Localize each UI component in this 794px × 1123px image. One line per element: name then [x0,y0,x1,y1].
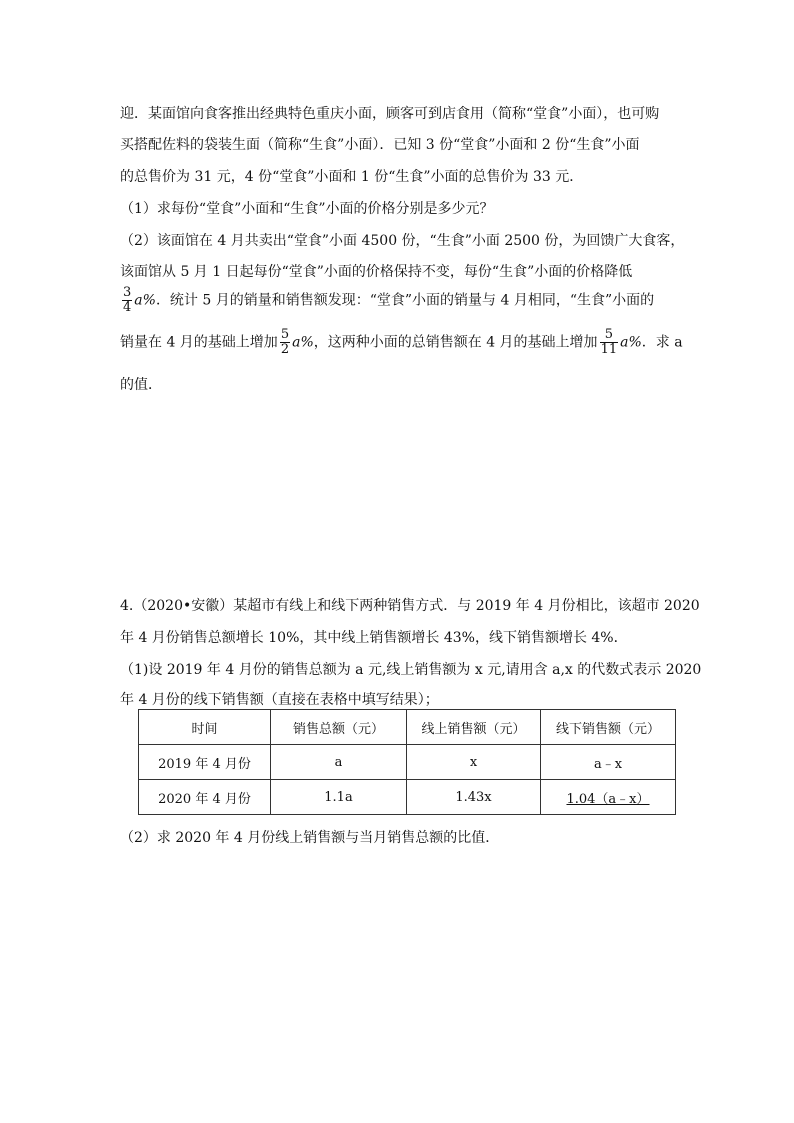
fraction-denominator: 2 [280,342,290,357]
table-row [139,745,676,780]
fraction-denominator: 4 [123,300,132,315]
fraction-numerator: 5 [600,328,619,343]
table-header-cell: 线下销售额（元） [541,710,676,745]
table-cell: x [407,745,541,780]
p3-question2-line4-text-a: 销量在 4 月的基础上增加 [120,334,278,351]
table-cell: 1.43x [407,780,541,815]
fraction-numerator: 5 [280,327,290,342]
p3-question2-line4-text-c: ．求 a [641,334,683,351]
table-header-cell: 销售总额（元） [271,710,407,745]
p3-question2-line1: （2）该面馆在 4 月共卖出“堂食”小面 4500 份，“生食”小面 2500 份，为回馈广大食客， [120,233,685,249]
variable-a-percent: a% [134,292,156,309]
sales-table [138,709,676,815]
fraction-5-2 [280,328,290,357]
fraction-numerator: 3 [123,285,132,300]
table-cell: 2019 年 4 月份 [139,745,271,780]
p4-question2: （2）求 2020 年 4 月份线上销售额与当月销售总额的比值． [120,830,500,846]
p4-question1-line2: 年 4 月份的线下销售额（直接在表格中填写结果）； [120,692,439,708]
variable-a-percent: a% [620,334,642,351]
p3-line2: 买搭配佐料的袋装生面（简称“生食”小面）．已知 3 份“堂食”小面和 2 份“生食”小面 [120,137,640,153]
p3-line1: 迎．某面馆向食客推出经典特色重庆小面，顾客可到店食用（简称“堂食”小面），也可购 [120,106,660,122]
p3-question2-line5: 的值． [120,377,162,393]
table-cell-answer [541,780,676,815]
fraction-denominator: 11 [600,342,618,357]
p3-question1: （1）求每份“堂食”小面和“生食”小面的价格分别是多少元？ [120,201,494,217]
p3-question2-line4 [120,328,683,357]
p3-question2-line2: 该面馆从 5 月 1 日起每份“堂食”小面的价格保持不变，每份“生食”小面的价格降低 [120,264,633,280]
table-header-row [139,710,676,745]
p4-line2: 年 4 月份销售总额增长 10%，其中线上销售额增长 43%，线下销售额增长 4%． [120,630,628,646]
table-header-cell: 线上销售额（元） [407,710,541,745]
table-cell: 2020 年 4 月份 [139,780,271,815]
p3-question2-line3 [120,286,654,315]
p4-question1-line1: （1)设 2019 年 4 月份的销售总额为 a 元,线上销售额为 x 元,请用含 a,x 的代数式表示 2020 [120,662,702,678]
filled-answer: 1.04（a﹣x） [566,791,650,807]
fraction-3-4 [122,286,132,315]
p3-question2-line3-text: ．统计 5 月的销量和销售额发现：“堂食”小面的销量与 4 月相同，“生食”小面的 [155,292,655,309]
p3-question2-line4-text-b: ，这两种小面的总销售额在 4 月的基础上增加 [313,334,598,351]
table-cell: a [271,745,407,780]
table-row [139,780,676,815]
table-cell: a﹣x [541,745,676,780]
p4-line1: 4.（2020•安徽）某超市有线上和线下两种销售方式．与 2019 年 4 月份相比，该超市 2020 [120,598,700,614]
table-header-cell: 时间 [139,710,271,745]
p3-line3: 的总售价为 31 元，4 份“堂食”小面和 1 份“生食”小面的总售价为 33 元． [120,169,584,185]
fraction-5-11 [600,328,619,357]
table-cell: 1.1a [271,780,407,815]
variable-a-percent: a% [292,334,314,351]
